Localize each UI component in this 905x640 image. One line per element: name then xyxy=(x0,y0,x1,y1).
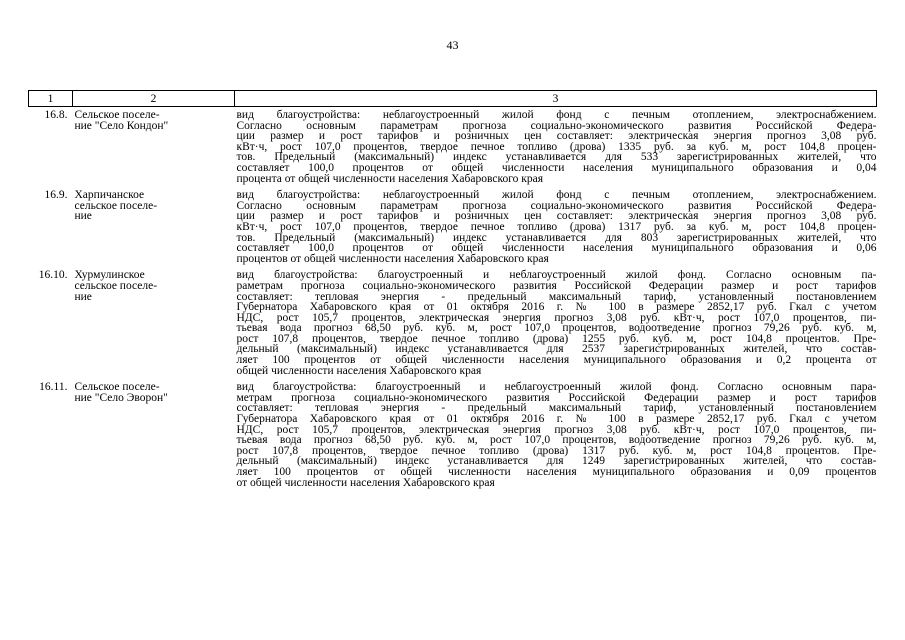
description-line: тов. Предельный (максимальный) индекс устанавливается для 803 зарегистрированных жителей, что xyxy=(236,231,877,244)
description-line: вид благоустройства: неблагоустроенный жилой фонд с печным отоплением, электроснабжением. xyxy=(236,109,877,121)
description-line: Согласно основным параметрам прогноза социально-экономического развития Российской Федера- xyxy=(236,119,877,132)
description-line: ции размер и рост тарифов и розничных цен составляет: электрическая энергия прогноз 3,08 руб. xyxy=(236,130,877,143)
table-header xyxy=(29,91,877,107)
row-number: 16.9. xyxy=(44,189,68,202)
page-number: 43 xyxy=(446,38,459,52)
settlement-name-line: Хурмулинское xyxy=(74,269,145,282)
settlement-name-line: ние xyxy=(74,290,92,303)
settlement-name-line: ние "Село Кондон" xyxy=(74,119,169,132)
settlement-name xyxy=(73,379,235,491)
table-row xyxy=(29,187,877,267)
description-line: Губернатора Хабаровского края от 01 октября 2016 г. № 100 в размере 2852,17 руб. Гкал с учетом xyxy=(236,301,877,314)
description-line: рост 107,8 процентов, твердое печное топливо (дрова) 1317 руб. куб. м, рост 104,8 процентов. Пре- xyxy=(236,444,877,457)
description-line: ляет 100 процентов от общей численности населения муниципального образования и 0,2 процента от xyxy=(236,354,877,367)
description-line: НДС, рост 105,7 процентов, электрическая энергия прогноз 3,08 руб. кВт·ч, рост 107,0 процентов, пи- xyxy=(236,311,877,324)
table-row xyxy=(29,267,877,379)
settlement-name-line: Сельское поселе- xyxy=(74,381,160,394)
description-line: кВт·ч, рост 107,0 процентов, твердое печное топливо (дрова) 1317 руб. за куб. м, рост 104,8 процен- xyxy=(236,220,877,233)
description-line: процентов от общей численности населения Хабаровского края xyxy=(236,252,549,265)
row-number: 16.8. xyxy=(44,109,68,121)
description-line: тьевая вода прогноз 68,50 руб. куб. м, рост 107,0 процентов, водоотведение прогноз 79,26 руб. куб. м, xyxy=(236,322,877,335)
settlement-name-line: Сельское поселе- xyxy=(74,109,160,121)
description-line: процента от общей численности населения Хабаровского края xyxy=(236,172,543,185)
description-line: дельный (максимальный) индекс устанавливается для 1249 зарегистрированных жителей, что состав- xyxy=(236,455,877,468)
description-line: метрам прогноза социально-экономического развития Российской Федерации размер и рост тарифов xyxy=(236,391,877,404)
description-line: Согласно основным параметрам прогноза социально-экономического развития Российской Федера- xyxy=(236,199,877,212)
table-row xyxy=(29,379,877,491)
description-line: кВт·ч, рост 107,0 процентов, твердое печное топливо (дрова) 1335 руб. за куб. м, рост 104,8 процен- xyxy=(236,140,877,153)
description-line: составляет: тепловая энергия - предельный максимальный тариф, установленный постановлением xyxy=(236,402,877,415)
table-row xyxy=(29,107,877,188)
description-line: общей численности населения Хабаровского края xyxy=(236,364,482,377)
description-line: рост 107,8 процентов, твердое печное топливо (дрова) 1255 руб. куб. м, рост 104,8 процентов. Пре- xyxy=(236,332,877,345)
description-line: тов. Предельный (максимальный) индекс устанавливается для 533 зарегистрированных жителей, что xyxy=(236,151,877,164)
description-line: вид благоустройства: благоустроенный и неблагоустроенный жилой фонд. Согласно основным па- xyxy=(236,269,877,282)
description-line: от общей численности населения Хабаровского края xyxy=(236,476,495,489)
row-number: 16.10. xyxy=(38,269,68,282)
header-col-2: 2 xyxy=(73,91,235,107)
description-line: дельный (максимальный) индекс устанавливается для 2537 зарегистрированных жителей, что состав- xyxy=(236,343,877,356)
tariff-description xyxy=(235,107,877,188)
tariff-description xyxy=(235,187,877,267)
tariff-description xyxy=(235,379,877,491)
settlement-name xyxy=(73,267,235,379)
header-col-3: 3 xyxy=(235,91,877,107)
settlement-name-line: сельское поселе- xyxy=(74,279,158,292)
settlement-name xyxy=(73,187,235,267)
settlement-name-line: сельское поселе- xyxy=(74,199,158,212)
description-line: Губернатора Хабаровского края от 01 октября 2016 г. № 100 в размере 2852,17 руб. Гкал с учетом xyxy=(236,413,877,426)
description-line: составляет 100,0 процентов от общей численности населения муниципального образования и 0,04 xyxy=(236,161,877,174)
header-row xyxy=(29,91,877,107)
description-line: вид благоустройства: благоустроенный и неблагоустроенный жилой фонд. Согласно основным пара- xyxy=(236,381,877,394)
description-line: составляет 100,0 процентов от общей численности населения муниципального образования и 0,06 xyxy=(236,242,877,255)
description-line: НДС, рост 105,7 процентов, электрическая энергия прогноз 3,08 руб. кВт·ч, рост 107,0 процентов, пи- xyxy=(236,423,877,436)
tariff-table xyxy=(28,90,877,491)
description-line: ляет 100 процентов от общей численности населения муниципального образования и 0,09 процентов xyxy=(236,466,877,478)
settlement-name-line: ние "Село Эворон" xyxy=(74,391,168,404)
header-col-1: 1 xyxy=(29,91,73,107)
settlement-name-line: Харпичанское xyxy=(74,189,145,202)
description-line: ции размер и рост тарифов и розничных цен составляет: электрическая энергия прогноз 3,08 руб. xyxy=(236,210,877,223)
description-line: раметрам прогноза социально-экономического развития Российской Федерации размер и рост тарифов xyxy=(236,279,877,292)
row-number: 16.11. xyxy=(39,381,68,394)
description-line: вид благоустройства: неблагоустроенный жилой фонд с печным отоплением, электроснабжением. xyxy=(236,189,877,202)
description-line: составляет: тепловая энергия - предельный максимальный тариф, установленный постановлением xyxy=(236,290,877,303)
tariff-description xyxy=(235,267,877,379)
description-line: тьевая вода прогноз 68,50 руб. куб. м, рост 107,0 процентов, водоотведение прогноз 79,26 руб. куб. м, xyxy=(236,434,877,447)
settlement-name-line: ние xyxy=(74,210,92,223)
settlement-name xyxy=(73,107,235,188)
table-body xyxy=(29,107,877,492)
